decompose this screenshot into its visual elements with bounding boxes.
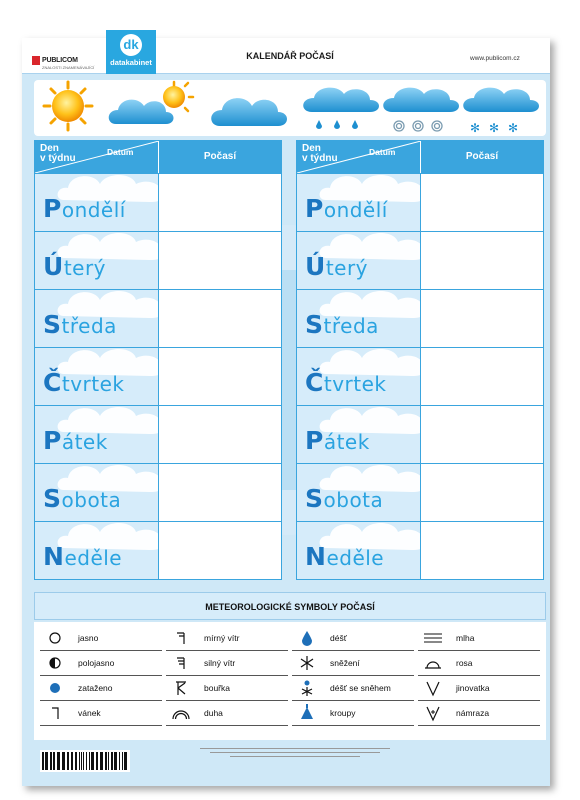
day-initial: Č <box>305 368 324 397</box>
legend-label: sněžení <box>330 658 360 668</box>
legend-label: déšť se sněhem <box>330 683 391 693</box>
weather-cell[interactable] <box>421 522 543 579</box>
day-name <box>305 484 383 513</box>
legend-label: silný vítr <box>204 658 236 668</box>
day-cell <box>297 406 421 463</box>
legend-label: jinovatka <box>456 683 490 693</box>
table-header <box>35 141 281 173</box>
sleet-icon <box>292 678 322 698</box>
datakabinet-logo <box>106 30 156 74</box>
day-rest: tvrtek <box>61 372 125 396</box>
day-name <box>43 368 125 397</box>
svg-text:✻: ✻ <box>489 121 500 135</box>
legend-label: polojasno <box>78 658 115 668</box>
brand-name: datakabinet <box>110 58 152 67</box>
day-name <box>305 194 388 223</box>
weather-cell[interactable] <box>421 290 543 347</box>
legend-title: METEOROLOGICKÉ SYMBOLY POČASÍ <box>34 592 546 620</box>
day-initial: N <box>43 542 65 571</box>
raindrop-icon <box>292 628 322 648</box>
day-cell <box>35 406 159 463</box>
svg-text:✻: ✻ <box>470 121 481 135</box>
legend-item <box>418 676 540 701</box>
day-name <box>43 484 121 513</box>
day-cell <box>297 464 421 521</box>
day-rows <box>297 173 543 579</box>
day-rest: eděle <box>64 546 123 570</box>
wind-barb-icon <box>40 703 70 723</box>
day-initial: Ú <box>305 252 326 281</box>
weather-cell[interactable] <box>421 406 543 463</box>
legend-item <box>166 626 288 651</box>
day-row <box>297 405 543 463</box>
day-rest: tvrtek <box>323 372 387 396</box>
wind-barb-one-icon <box>166 628 196 648</box>
legend-label: kroupy <box>330 708 356 718</box>
day-name <box>305 368 387 397</box>
legend-item <box>166 676 288 701</box>
day-rest: átek <box>323 430 370 454</box>
weather-table-right <box>296 140 544 580</box>
column-date-label: Datum <box>107 147 134 157</box>
snowflake-asterisk-icon <box>292 653 322 673</box>
day-cell <box>297 174 421 231</box>
storm-arrow-icon <box>166 678 196 698</box>
weather-cell[interactable] <box>159 348 281 405</box>
legend-item <box>292 626 414 651</box>
weather-cell[interactable] <box>159 232 281 289</box>
hail-icon <box>292 703 322 723</box>
day-initial: S <box>43 484 62 513</box>
legend-label: rosa <box>456 658 473 668</box>
header-day-date <box>297 141 421 173</box>
day-row <box>35 289 281 347</box>
legend-label: jasno <box>78 633 99 643</box>
day-rows <box>35 173 281 579</box>
day-initial: P <box>305 194 324 223</box>
day-name <box>305 542 384 571</box>
day-rest: ondělí <box>61 198 126 222</box>
rain-cloud-icon <box>303 88 379 129</box>
weather-cell[interactable] <box>159 464 281 521</box>
weather-cell[interactable] <box>159 406 281 463</box>
day-initial: S <box>43 310 62 339</box>
day-row <box>297 521 543 579</box>
day-initial: P <box>43 426 62 455</box>
fog-lines-icon <box>418 628 448 648</box>
legend-item <box>418 626 540 651</box>
legend-item <box>418 651 540 676</box>
cloud-icon <box>211 98 287 126</box>
day-rest: tředa <box>61 314 117 338</box>
publicom-mark-icon <box>32 56 40 65</box>
day-rest: ondělí <box>323 198 388 222</box>
day-row <box>297 231 543 289</box>
column-weather-label: Počasí <box>465 151 499 162</box>
weather-cell[interactable] <box>159 522 281 579</box>
sun-behind-cloud-icon <box>109 82 193 124</box>
rainbow-icon <box>166 703 196 723</box>
page-title: KALENDÁŘ POČASÍ <box>246 51 334 61</box>
legend-item <box>292 676 414 701</box>
day-initial: N <box>305 542 327 571</box>
day-rest: átek <box>61 430 108 454</box>
publisher-url: www.publicom.cz <box>470 55 520 62</box>
weather-cell[interactable] <box>159 174 281 231</box>
open-circle-icon <box>40 628 70 648</box>
table-header <box>297 141 543 173</box>
day-initial: P <box>43 194 62 223</box>
day-name <box>305 310 379 339</box>
dew-icon <box>418 653 448 673</box>
day-name <box>43 426 108 455</box>
day-name <box>305 252 368 281</box>
legend-label: déšť <box>330 633 347 643</box>
fineprint-block <box>200 747 390 761</box>
legend-item <box>166 651 288 676</box>
day-row <box>35 405 281 463</box>
day-initial: S <box>305 310 324 339</box>
day-rest: obota <box>61 488 122 512</box>
column-weather-label: Počasí <box>203 151 237 162</box>
legend-item <box>40 626 162 651</box>
day-row <box>35 521 281 579</box>
publisher-name: PUBLICOM <box>42 57 78 64</box>
legend-column <box>292 626 414 736</box>
publicom-logo <box>32 56 95 70</box>
day-cell <box>35 232 159 289</box>
day-row <box>297 463 543 521</box>
legend-item <box>292 701 414 726</box>
day-row <box>35 463 281 521</box>
day-rest: terý <box>325 256 369 280</box>
weather-icons-strip <box>34 80 546 136</box>
legend-label: vánek <box>78 708 101 718</box>
day-cell <box>297 348 421 405</box>
day-row <box>35 231 281 289</box>
day-initial: Ú <box>43 252 64 281</box>
legend-grid <box>34 622 546 740</box>
legend-label: duha <box>204 708 223 718</box>
legend-item <box>40 701 162 726</box>
legend-column <box>418 626 540 736</box>
weather-cell[interactable] <box>421 464 543 521</box>
legend-item <box>40 651 162 676</box>
brand-mark: dk <box>120 34 142 56</box>
day-initial: P <box>305 426 324 455</box>
weather-table-left <box>34 140 282 580</box>
day-initial: Č <box>43 368 62 397</box>
day-rest: terý <box>63 256 107 280</box>
filled-circle-icon <box>40 678 70 698</box>
weather-cell[interactable] <box>421 174 543 231</box>
fog-cloud-icon <box>383 88 459 131</box>
day-name <box>43 542 122 571</box>
day-name <box>43 310 117 339</box>
legend-item <box>418 701 540 726</box>
day-cell <box>297 290 421 347</box>
day-cell <box>35 522 159 579</box>
day-row <box>297 347 543 405</box>
half-circle-icon <box>40 653 70 673</box>
day-initial: S <box>305 484 324 513</box>
day-row <box>297 289 543 347</box>
weather-cell[interactable] <box>421 348 543 405</box>
legend-label: mírný vítr <box>204 633 240 643</box>
day-row <box>35 173 281 231</box>
legend-label: mlha <box>456 633 475 643</box>
day-cell <box>35 174 159 231</box>
legend-item <box>40 676 162 701</box>
day-cell <box>35 348 159 405</box>
day-cell <box>35 290 159 347</box>
hoarfrost-icon <box>418 678 448 698</box>
day-rest: eděle <box>326 546 385 570</box>
day-name <box>43 194 126 223</box>
column-date-label: Datum <box>369 147 396 157</box>
barcode <box>40 750 130 772</box>
day-name <box>43 252 106 281</box>
svg-text:✻: ✻ <box>508 121 519 135</box>
legend-label: zataženo <box>78 683 113 693</box>
day-cell <box>35 464 159 521</box>
legend-item <box>166 701 288 726</box>
column-day-label: Den v týdnu <box>40 143 76 164</box>
legend-item <box>292 651 414 676</box>
column-day-label: Den v týdnu <box>302 143 338 164</box>
day-rest: obota <box>323 488 384 512</box>
legend-column <box>40 626 162 736</box>
legend-column <box>166 626 288 736</box>
weather-cell[interactable] <box>159 290 281 347</box>
day-cell <box>297 232 421 289</box>
weather-cell[interactable] <box>421 232 543 289</box>
day-cell <box>297 522 421 579</box>
day-name <box>305 426 370 455</box>
rime-icon <box>418 703 448 723</box>
sun-icon <box>44 82 92 130</box>
day-rest: tředa <box>323 314 379 338</box>
publisher-tagline: ZNALOSTI ZNAMENÁVAJÍCÍ <box>42 65 95 70</box>
day-row <box>297 173 543 231</box>
wind-barb-two-icon <box>166 653 196 673</box>
legend-label: bouřka <box>204 683 230 693</box>
day-row <box>35 347 281 405</box>
snow-cloud-icon <box>463 88 539 135</box>
legend-label: námraza <box>456 708 490 718</box>
header-day-date <box>35 141 159 173</box>
